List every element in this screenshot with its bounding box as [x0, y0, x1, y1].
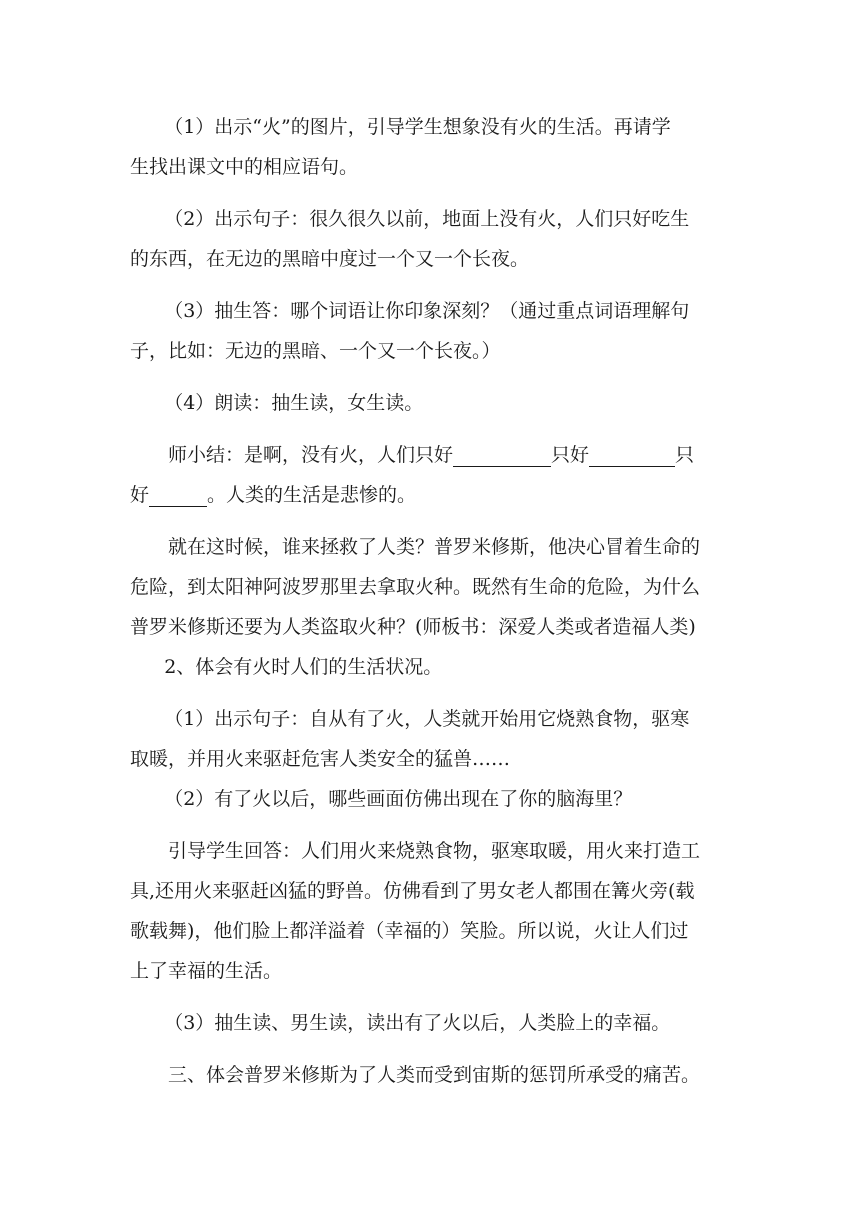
paragraph-7-line-1: 2、体会有火时人们的生活状况。	[164, 656, 443, 678]
paragraph-6-line-2: 危险，到太阳神阿波罗那里去拿取火种。既然有生命的危险，为什么	[130, 576, 701, 598]
paragraph-1-line-2: 生找出课文中的相应语句。	[130, 156, 359, 178]
paragraph-1-line-1: （1）出示“火”的图片，引导学生想象没有火的生活。再请学	[164, 116, 671, 138]
paragraph-5-line-2	[130, 475, 730, 515]
paragraph-3-line-2: 子，比如：无边的黑暗、一个又一个长夜。）	[130, 340, 501, 362]
fill-blank-1	[453, 444, 551, 467]
summary-text-1: 师小结：是啊，没有火，人们只好	[168, 444, 454, 466]
summary-text-5: 。人类的生活是悲惨的。	[207, 484, 417, 506]
paragraph-11-line-1: （3）抽生读、男生读，读出有了火以后，人类脸上的幸福。	[164, 1012, 671, 1034]
paragraph-10-line-1: 引导学生回答：人们用火来烧熟食物，驱寒取暖，用火来打造工	[168, 840, 701, 862]
paragraph-9-line-1: （2）有了火以后，哪些画面仿佛出现在了你的脑海里？	[164, 788, 633, 810]
summary-text-4: 好	[130, 484, 150, 506]
summary-text-3: 只	[675, 444, 695, 466]
fill-blank-2	[589, 444, 675, 467]
paragraph-2-line-2: 的东西，在无边的黑暗中度过一个又一个长夜。	[130, 248, 530, 270]
paragraph-10-line-3: 歌载舞)，他们脸上都洋溢着（幸福的）笑脸。所以说，火让人们过	[130, 920, 689, 942]
paragraph-3-line-1: （3）抽生答：哪个词语让你印象深刻？（通过重点词语理解句	[164, 300, 690, 322]
paragraph-5-line-1	[130, 435, 730, 475]
paragraph-8-line-2: 取暖，并用火来驱赶危害人类安全的猛兽……	[130, 748, 511, 770]
paragraph-2-line-1: （2）出示句子：很久很久以前，地面上没有火，人们只好吃生	[164, 208, 690, 230]
paragraph-6-line-1: 就在这时候，谁来拯救了人类？普罗米修斯，他决心冒着生命的	[168, 536, 701, 558]
paragraph-10-line-4: 上了幸福的生活。	[130, 960, 283, 982]
paragraph-4-line-1: （4）朗读：抽生读，女生读。	[164, 392, 424, 414]
document-body	[130, 107, 730, 1095]
fill-blank-3	[149, 484, 207, 507]
paragraph-10-line-2: 具,还用火来驱赶凶猛的野兽。仿佛看到了男女老人都围在篝火旁(载	[130, 880, 695, 902]
paragraph-8-line-1: （1）出示句子：自从有了火，人类就开始用它烧熟食物，驱寒	[164, 708, 690, 730]
section-heading-3: 三、体会普罗米修斯为了人类而受到宙斯的惩罚所承受的痛苦。	[168, 1064, 701, 1086]
paragraph-6-line-3: 普罗米修斯还要为人类盗取火种？(师板书：深爱人类或者造福人类)	[130, 616, 696, 638]
summary-text-2: 只好	[551, 444, 590, 466]
